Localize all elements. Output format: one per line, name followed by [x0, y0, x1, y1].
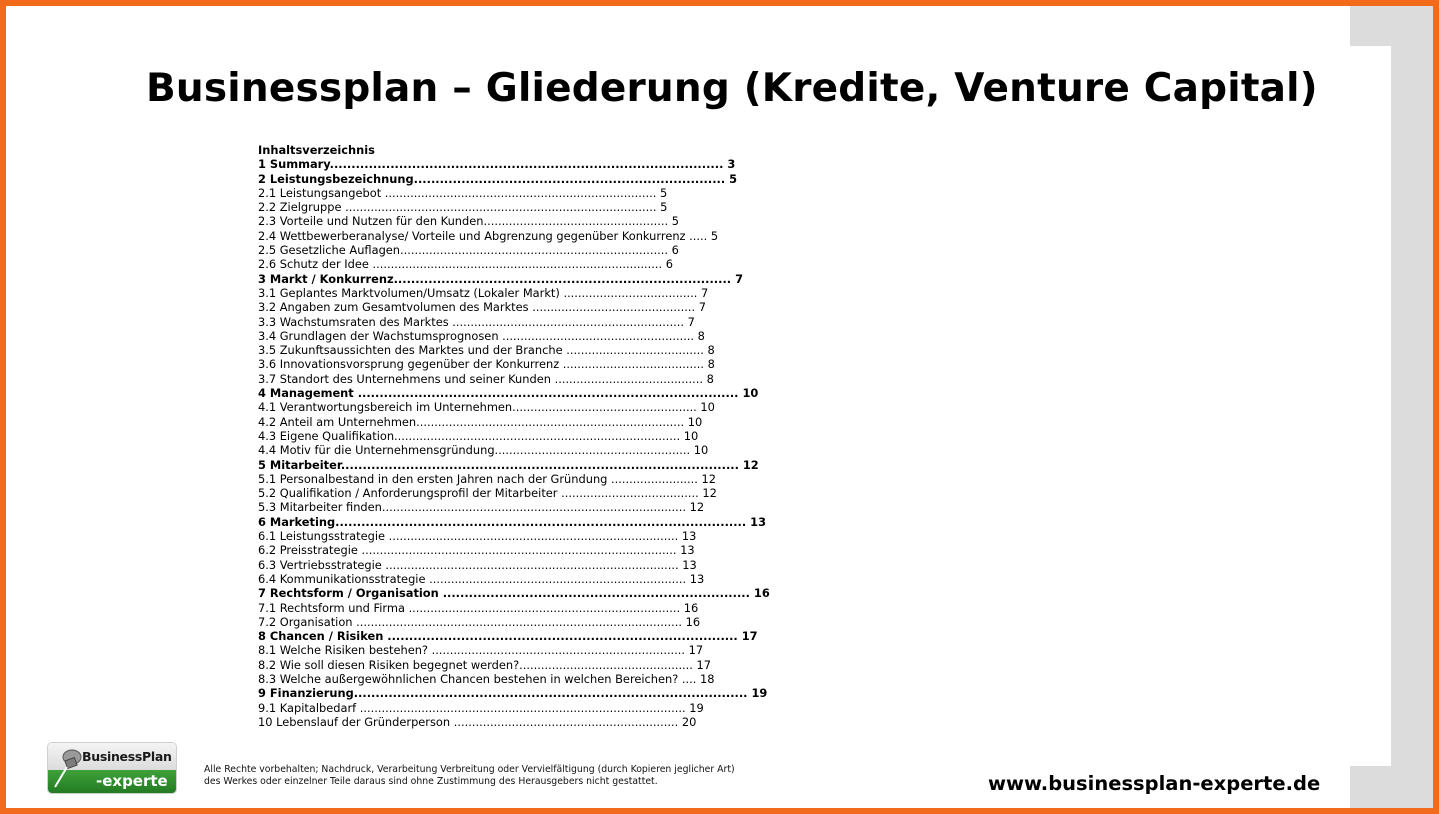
toc-section-entry: 3.2 Angaben zum Gesamtvolumen des Marktes ............................................. 7	[258, 300, 707, 315]
toc-section-entry: 4.1 Verantwortungsbereich im Unternehmen................................................... 10	[258, 400, 715, 415]
toc-section-entry: 2.1 Leistungsangebot ........................................................................... 5	[258, 185, 668, 200]
toc-list	[258, 157, 858, 729]
toc-section-entry: 3.3 Wachstumsraten des Marktes ................................................................ 7	[258, 314, 695, 329]
toc-section-entry: 10 Lebenslauf der Gründerperson .............................................................. 20	[258, 714, 697, 729]
logo-top-text: BusinessPlan	[82, 749, 172, 764]
toc-section-entry: 2.6 Schutz der Idee ................................................................................ 6	[258, 257, 674, 272]
website-url: www.businessplan-experte.de	[988, 772, 1321, 795]
toc-section-entry: 2.2 Zielgruppe ...................................................................................... 5	[258, 200, 668, 215]
toc-chapter-entry: 9 Finanzierung........................................................................................... 19	[258, 686, 768, 701]
side-bar-decoration	[1391, 46, 1433, 808]
toc-section-entry: 4.2 Anteil am Unternehmen.......................................................................... 10	[258, 414, 703, 429]
toc-section-entry: 2.3 Vorteile und Nutzen für den Kunden................................................... 5	[258, 214, 679, 229]
toc-chapter-entry: 6 Marketing............................................................................................... 13	[258, 514, 767, 529]
toc-section-entry: 3.6 Innovationsvorsprung gegenüber der Konkurrenz ....................................... 8	[258, 357, 715, 372]
toc-section-entry: 7.2 Organisation .......................................................................................... 16	[258, 614, 701, 629]
toc-section-entry: 2.5 Gesetzliche Auflagen.......................................................................... 6	[258, 243, 679, 258]
toc-section-entry: 8.1 Welche Risiken bestehen? ...................................................................... 17	[258, 643, 704, 658]
side-bar-decoration-bottom	[1350, 766, 1433, 808]
side-bar-decoration-top	[1350, 6, 1433, 46]
businessplan-experte-logo	[47, 742, 177, 794]
toc-section-entry: 5.1 Personalbestand in den ersten Jahren nach der Gründung ........................ 12	[258, 471, 717, 486]
toc-chapter-entry: 3 Markt / Konkurrenz.............................................................................. 7	[258, 271, 743, 286]
table-of-contents	[258, 143, 858, 729]
toc-chapter-entry: 7 Rechtsform / Organisation ....................................................................... 16	[258, 586, 770, 601]
toc-section-entry: 6.4 Kommunikationsstrategie ....................................................................... 13	[258, 571, 705, 586]
copyright-line-1: Alle Rechte vorbehalten; Nachdruck, Verarbeitung Verbreitung oder Vervielfältigung (durch Kopieren jeglicher Art)	[204, 764, 735, 775]
logo-bottom-text: -experte	[96, 772, 168, 790]
toc-section-entry: 6.1 Leistungsstrategie ................................................................................ 13	[258, 529, 697, 544]
toc-section-entry: 3.4 Grundlagen der Wachstumsprognosen ..................................................... 8	[258, 328, 705, 343]
toc-chapter-entry: 8 Chancen / Risiken ................................................................................. 17	[258, 629, 758, 644]
toc-heading: Inhaltsverzeichnis	[258, 143, 375, 157]
copyright-line-2: des Werkes oder einzelner Teile daraus sind ohne Zustimmung des Herausgebers nicht gestattet.	[204, 776, 658, 787]
toc-chapter-entry: 5 Mitarbeiter............................................................................................ 12	[258, 457, 759, 472]
toc-section-entry: 7.1 Rechtsform und Firma ........................................................................... 16	[258, 600, 699, 615]
toc-section-entry: 6.3 Vertriebsstrategie ................................................................................. 13	[258, 557, 697, 572]
toc-chapter-entry: 4 Management ........................................................................................ 10	[258, 386, 759, 401]
toc-section-entry: 6.2 Preisstrategie ....................................................................................... 13	[258, 543, 695, 558]
page-title: Businessplan – Gliederung (Kredite, Venture Capital)	[146, 66, 1318, 111]
toc-section-entry: 8.3 Welche außergewöhnlichen Chancen bestehen in welchen Bereichen? .... 18	[258, 671, 715, 686]
toc-section-entry: 4.4 Motiv für die Unternehmensgründung...................................................... 10	[258, 443, 709, 458]
toc-chapter-entry: 2 Leistungsbezeichnung........................................................................ 5	[258, 171, 738, 186]
toc-section-entry: 5.2 Qualifikation / Anforderungsprofil der Mitarbeiter ...................................... 12	[258, 486, 717, 501]
toc-section-entry: 5.3 Mitarbeiter finden.................................................................................... 12	[258, 500, 705, 515]
toc-section-entry: 3.1 Geplantes Marktvolumen/Umsatz (Lokaler Markt) ..................................... 7	[258, 285, 709, 300]
toc-section-entry: 3.7 Standort des Unternehmens und seiner Kunden ......................................... 8	[258, 371, 714, 386]
toc-section-entry: 2.4 Wettbewerberanalyse/ Vorteile und Abgrenzung gegenüber Konkurrenz ..... 5	[258, 228, 719, 243]
toc-section-entry: 4.3 Eigene Qualifikation............................................................................... 10	[258, 428, 699, 443]
toc-section-entry: 9.1 Kapitalbedarf .......................................................................................... 19	[258, 700, 704, 715]
toc-section-entry: 3.5 Zukunftsaussichten des Marktes und der Branche ...................................... 8	[258, 343, 715, 358]
copyright-notice	[204, 764, 844, 788]
toc-chapter-entry: 1 Summary........................................................................................... 3	[258, 157, 736, 172]
toc-section-entry: 8.2 Wie soll diesen Risiken begegnet werden?................................................ 17	[258, 657, 712, 672]
